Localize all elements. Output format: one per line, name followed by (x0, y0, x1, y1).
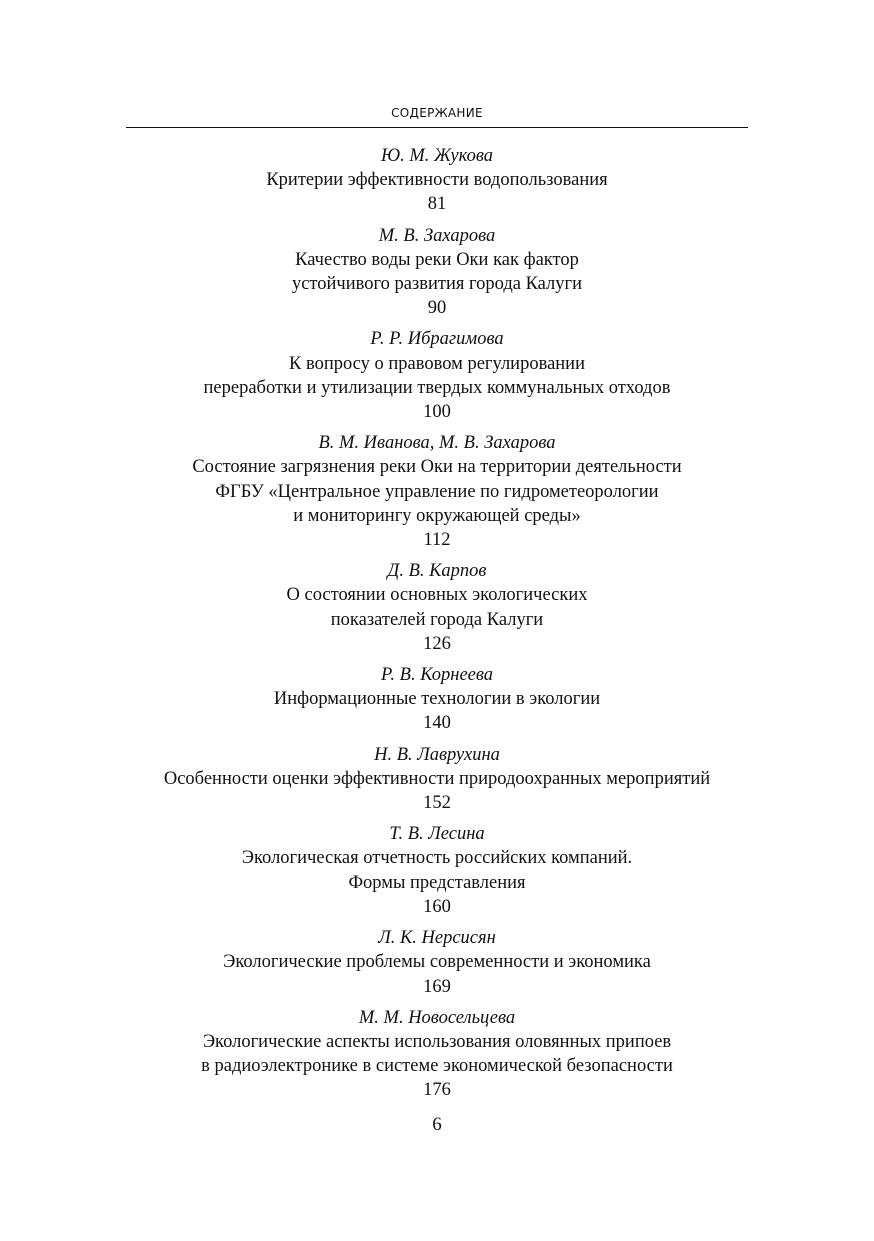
toc-entry-author: Р. Р. Ибрагимова (370, 329, 504, 350)
toc-entry-title-line: Состояние загрязнения реки Оки на территории деятельности (192, 457, 682, 478)
toc-entry-title-line: Экологические проблемы современности и экономика (223, 952, 651, 973)
toc-entry-page: 152 (423, 793, 451, 814)
toc-entry (100, 822, 774, 919)
toc-entry (100, 327, 774, 424)
toc-entry-title-line: О состоянии основных экологических (286, 585, 588, 606)
toc-entry-page: 90 (427, 298, 447, 319)
toc-entry-title-line: в радиоэлектронике в системе экономической безопасности (201, 1056, 673, 1077)
toc-entry-author: Р. В. Корнеева (380, 665, 494, 686)
toc-entry-title-line: К вопросу о правовом регулировании (289, 353, 585, 374)
toc-entry-author: Т. В. Лесина (389, 824, 485, 845)
toc-entry-page: 169 (423, 976, 451, 997)
toc-entry (100, 431, 774, 552)
toc-entry (100, 224, 774, 321)
toc-entry (100, 559, 774, 656)
toc-entry-page: 81 (427, 194, 447, 215)
toc-entry-author: Л. К. Нерсисян (378, 928, 496, 949)
toc-entry-title-line: и мониторингу окружающей среды» (293, 505, 581, 526)
toc-entry-author: Д. В. Карпов (387, 561, 487, 582)
toc-entry-title-line: Экологические аспекты использования оловянных припоев (202, 1031, 672, 1052)
toc-entry-title-line: ФГБУ «Центральное управление по гидрометеорологии (215, 481, 659, 502)
toc-entry-author: М. М. Новосельцева (358, 1007, 516, 1028)
toc-entry-title-line: Особенности оценки эффективности природоохранных мероприятий (163, 768, 711, 789)
toc-entry-author: М. В. Захарова (378, 225, 496, 246)
toc-entry-title-line: Формы представления (348, 872, 526, 893)
toc-entry (100, 1006, 774, 1103)
toc-entry (100, 144, 774, 217)
toc-entry (100, 926, 774, 999)
toc-entry-title-line: Экологическая отчетность российских компаний. (241, 848, 633, 869)
toc-entry-page: 176 (423, 1080, 451, 1101)
toc-entry-page: 112 (423, 530, 451, 551)
toc-entry-title-line: Критерии эффективности водопользования (266, 170, 608, 191)
table-of-contents (100, 144, 774, 1110)
toc-entry-title-line: переработки и утилизации твердых коммунальных отходов (203, 377, 671, 398)
toc-entry-page: 100 (423, 402, 451, 423)
toc-entry (100, 743, 774, 816)
toc-entry-author: Н. В. Лаврухина (374, 744, 500, 765)
toc-entry-page: 126 (423, 633, 451, 654)
toc-entry-author: Ю. М. Жукова (381, 146, 493, 166)
toc-entry-page: 160 (423, 896, 451, 917)
toc-entry-title-line: Информационные технологии в экологии (273, 689, 601, 710)
toc-entry-page: 140 (423, 713, 451, 734)
running-header: СОДЕРЖАНИЕ (391, 106, 483, 120)
toc-entry-title-line: Качество воды реки Оки как фактор (295, 249, 579, 270)
toc-entry-title-line: устойчивого развития города Калуги (291, 274, 583, 295)
toc-entry (100, 663, 774, 736)
toc-entry-title-line: показателей города Калуги (330, 609, 544, 630)
toc-entry-author: В. М. Иванова, М. В. Захарова (318, 433, 556, 454)
page-number: 6 (432, 1114, 442, 1135)
header-rule (126, 127, 748, 128)
